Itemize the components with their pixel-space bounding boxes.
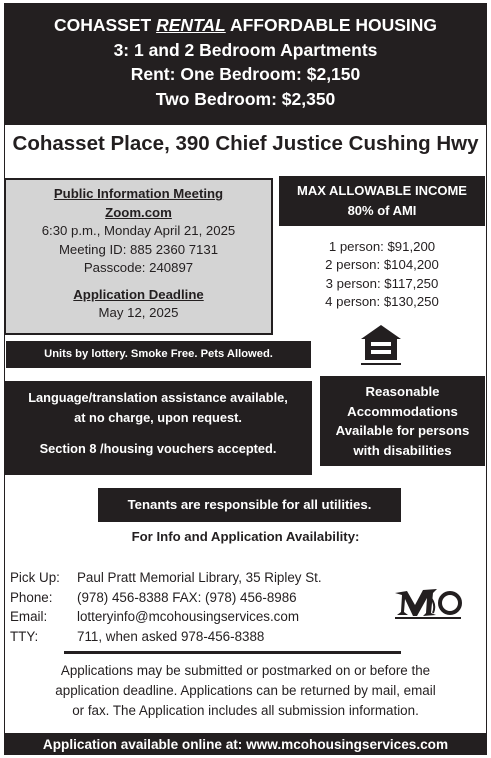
contact-label: TTY: (10, 628, 39, 644)
income-row: 4 person: $130,250 (325, 294, 439, 310)
language-line: at no charge, upon request. (74, 409, 242, 425)
accommodations-line: Accommodations (347, 403, 458, 419)
header-banner (4, 3, 487, 125)
for-info-heading: For Info and Application Availability: (131, 529, 360, 544)
submission-line: application deadline. Applications can be returned by mail, email (55, 683, 436, 698)
submission-line: or fax. The Application includes all submission information. (72, 703, 419, 718)
contact-value: (978) 456-8388 FAX: (978) 456-8986 (77, 589, 297, 605)
section-divider (64, 651, 401, 654)
income-row: 3 person: $117,250 (325, 275, 439, 291)
section8-note: Section 8 /housing vouchers accepted. (39, 441, 277, 456)
contact-row (10, 607, 322, 627)
contact-list (10, 568, 322, 646)
contact-row (10, 568, 322, 588)
language-line: Language/translation assistance available, (28, 390, 288, 405)
header-rent-two-bedroom: Two Bedroom: $2,350 (155, 88, 336, 109)
mco-logo-icon (393, 585, 463, 621)
contact-label: Pick Up: (10, 570, 60, 585)
equal-housing-opportunity-icon (358, 322, 404, 368)
deadline-date: May 12, 2025 (98, 305, 179, 320)
income-ami: 80% of AMI (347, 203, 417, 218)
contact-label: Email: (10, 609, 48, 624)
contact-value: 711, when asked 978-456-8388 (77, 628, 265, 644)
property-address: Cohasset Place, 390 Chief Justice Cushing Hwy (12, 132, 479, 155)
reasonable-accommodations-box (320, 376, 485, 466)
income-title: MAX ALLOWABLE INCOME (297, 183, 467, 198)
submission-info (14, 661, 477, 721)
income-header (279, 176, 485, 226)
header-title: COHASSET RENTAL AFFORDABLE HOUSING (53, 15, 438, 35)
income-row: 1 person: $91,200 (328, 239, 436, 254)
rental-emphasis: RENTAL (156, 15, 226, 35)
header-rent-one-bedroom: Rent: One Bedroom: $2,150 (130, 64, 361, 84)
income-row: 2 person: $104,200 (325, 257, 439, 273)
meeting-id: Meeting ID: 885 2360 7131 (58, 241, 219, 257)
utilities-note: Tenants are responsible for all utilities. (98, 488, 401, 522)
accommodations-line: Reasonable (365, 384, 440, 399)
meeting-datetime: 6:30 p.m., Monday April 21, 2025 (41, 223, 236, 238)
meeting-platform: Zoom.com (105, 204, 172, 220)
deadline-title: Application Deadline (73, 286, 204, 302)
contact-label: Phone: (10, 589, 53, 605)
accommodations-line: Available for persons (335, 423, 470, 438)
units-note: Units by lottery. Smoke Free. Pets Allowed. (6, 341, 311, 368)
accommodations-line: with disabilities (353, 442, 452, 458)
meeting-passcode: Passcode: 240897 (83, 260, 194, 275)
meeting-info-box (4, 178, 273, 335)
contact-row (10, 627, 322, 647)
footer-online-link[interactable]: Application available online at: www.mcohousingservices.com (4, 733, 487, 755)
header-apartments: 3: 1 and 2 Bedroom Apartments (113, 39, 378, 60)
meeting-title: Public Information Meeting (53, 186, 224, 201)
contact-value: Paul Pratt Memorial Library, 35 Ripley St. (77, 570, 322, 585)
income-list (279, 238, 485, 312)
language-assistance-box (4, 381, 312, 475)
contact-row (10, 588, 322, 608)
email-link[interactable]: lotteryinfo@mcohousingservices.com (77, 609, 299, 624)
submission-line: Applications may be submitted or postmarked on or before the (60, 663, 431, 678)
